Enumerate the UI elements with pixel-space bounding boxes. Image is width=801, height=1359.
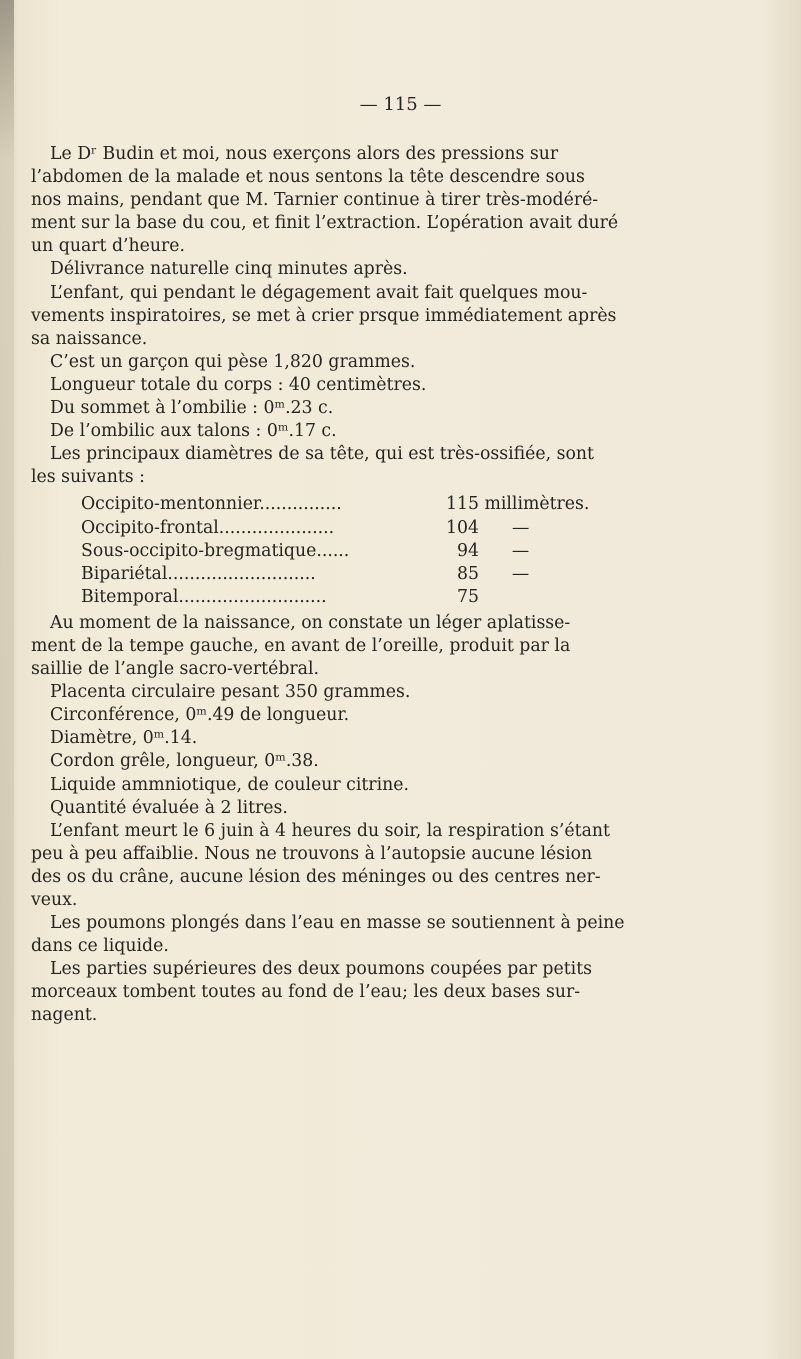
text-line: Les parties supérieures des deux poumons coupées par petits — [50, 959, 593, 980]
page-binding-edge — [0, 0, 14, 1359]
measurement-name: Bitemporal........................... — [81, 586, 327, 607]
paragraph-p9 — [31, 612, 761, 681]
text-line: De l’ombilic aux talons : 0ᵐ.17 c. — [50, 421, 337, 442]
text-line: sa naissance. — [31, 328, 148, 349]
text-line: L’enfant meurt le 6 juin à 4 heures du soir, la respiration s’étant — [50, 820, 610, 841]
text-line: veux. — [31, 890, 78, 910]
paragraph-p2 — [31, 258, 761, 281]
text-line: Les principaux diamètres de sa tête, qui est très-ossifiée, sont — [50, 444, 594, 465]
measurement-row — [81, 517, 611, 540]
text-line: nos mains, pendant que M. Tarnier continue à tirer très-modéré- — [31, 190, 599, 211]
text-line: morceaux tombent toutes au fond de l’eau; les deux bases sur- — [31, 982, 581, 1003]
text-line: saillie de l’angle sacro-vertébral. — [31, 659, 319, 680]
text-line: Délivrance naturelle cinq minutes après. — [50, 259, 408, 280]
text-line: Au moment de la naissance, on constate un léger aplatisse- — [50, 612, 571, 633]
text-line: Circonférence, 0ᵐ.49 de longueur. — [50, 705, 350, 726]
paragraph-p1 — [31, 143, 761, 258]
text-line: un quart d’heure. — [31, 236, 185, 257]
text-line: Placenta circulaire pesant 350 grammes. — [50, 682, 411, 703]
text-line: l’abdomen de la malade et nous sentons la tête descendre sous — [31, 167, 585, 188]
text-line: Du sommet à l’ombilie : 0ᵐ.23 c. — [50, 398, 334, 419]
measurement-name: Occipito-mentonnier............... — [81, 494, 342, 515]
measurement-value: 104 — — [446, 517, 530, 538]
page-number: — 115 — — [359, 94, 442, 115]
paragraph-p7 — [31, 420, 761, 443]
text-line: Cordon grêle, longueur, 0ᵐ.38. — [50, 751, 319, 772]
head-diameters-table — [81, 493, 611, 608]
paragraphs-before-table — [31, 143, 761, 489]
text-line: Diamètre, 0ᵐ.14. — [50, 728, 198, 749]
text-line: dans ce liquide. — [31, 936, 169, 957]
measurement-row — [81, 563, 611, 586]
text-line: C’est un garçon qui pèse 1,820 grammes. — [50, 351, 416, 372]
measurement-value: 85 — — [446, 563, 530, 584]
measurement-value: 75 — [446, 586, 479, 607]
paragraph-p8 — [31, 443, 761, 489]
paragraph-p14 — [31, 774, 761, 797]
paragraph-p11 — [31, 704, 761, 727]
paragraph-p18 — [31, 958, 761, 1027]
text-line: ment sur la base du cou, et finit l’extraction. L’opération avait duré — [31, 213, 619, 234]
paragraphs-after-table — [31, 612, 761, 1028]
paragraph-p17 — [31, 912, 761, 958]
measurement-value: 115 millimètres. — [446, 494, 590, 515]
paragraph-p5 — [31, 374, 761, 397]
paragraph-p10 — [31, 681, 761, 704]
paragraph-p15 — [31, 797, 761, 820]
paragraph-p3 — [31, 282, 761, 351]
text-line: L’enfant, qui pendant le dégagement avait fait quelques mou- — [50, 282, 588, 303]
text-line: Liquide ammniotique, de couleur citrine. — [50, 774, 409, 795]
paragraph-p6 — [31, 397, 761, 420]
measurement-name: Sous-occipito-bregmatique...... — [81, 540, 350, 561]
measurement-row — [81, 493, 611, 516]
paragraph-p4 — [31, 351, 761, 374]
document-body — [31, 143, 761, 1028]
text-line: vements inspiratoires, se met à crier prsque immédiatement après — [31, 305, 617, 326]
measurement-name: Occipito-frontal..................... — [81, 517, 335, 538]
text-line: Longueur totale du corps : 40 centimètres. — [50, 374, 427, 395]
paragraph-p13 — [31, 750, 761, 773]
measurement-row — [81, 586, 611, 609]
text-line: Le Dʳ Budin et moi, nous exerçons alors des pressions sur — [50, 144, 559, 164]
measurement-row — [81, 540, 611, 563]
measurement-name: Bipariétal........................... — [81, 563, 316, 584]
paragraph-p16 — [31, 820, 761, 912]
text-line: peu à peu affaiblie. Nous ne trouvons à l’autopsie aucune lésion — [31, 843, 593, 864]
text-line: nagent. — [31, 1005, 98, 1026]
text-line: ment de la tempe gauche, en avant de l’oreille, produit par la — [31, 635, 571, 656]
text-line: Les poumons plongés dans l’eau en masse se soutiennent à peine — [50, 913, 625, 934]
text-line: les suivants : — [31, 467, 145, 488]
text-line: des os du crâne, aucune lésion des méninges ou des centres ner- — [31, 866, 601, 887]
measurement-value: 94 — — [446, 540, 530, 561]
paragraph-p12 — [31, 727, 761, 750]
text-line: Quantité évaluée à 2 litres. — [50, 797, 288, 818]
